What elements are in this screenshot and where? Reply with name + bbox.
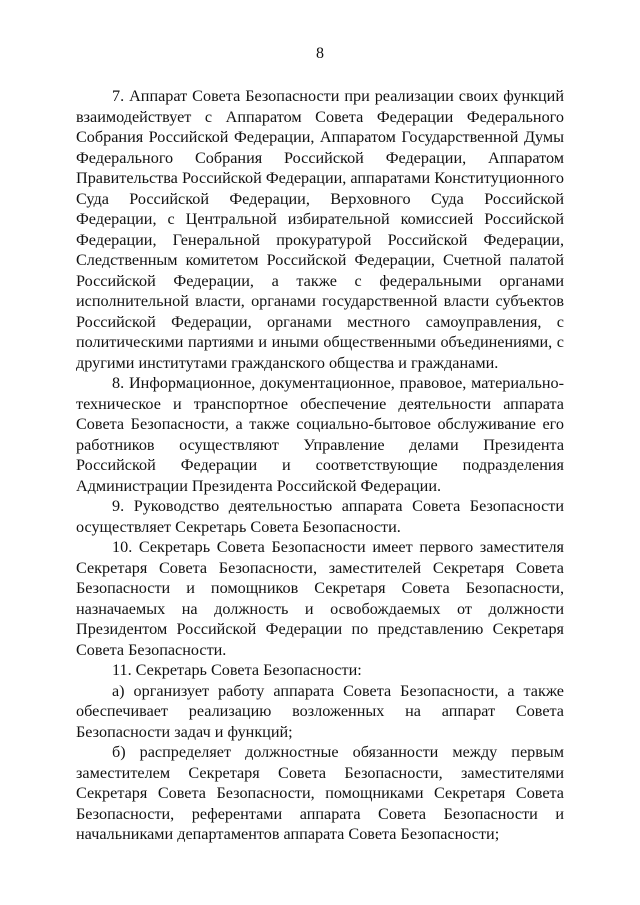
paragraph-9-leadership: 9. Руководство деятельностью аппарата Совета Безопасности осуществляет Секретарь Совета Безопасности. [76,497,564,536]
paragraph-11-heading: 11. Секретарь Совета Безопасности: [112,661,362,679]
paragraph-8-support: 8. Информационное, документационное, правовое, материально-техническое и транспортное обеспечение деятельности аппарата Совета Безопасности, а также социально-бытовое обслуживание его работников осуществляют Управление делами Президента Российской Федерации и соответствующие подразделения Администрации Президента Российской Федерации. [76,374,564,495]
paragraph-7-interaction: 7. Аппарат Совета Безопасности при реализации своих функций взаимодействует с Аппаратом Совета Федерации Федерального Собрания Российской Федерации, Аппаратом Государственной Думы Федерального Собрания Российской Федерации, Аппаратом Правительства Российской Федерации, аппаратами Конституционного Суда Российской Федерации, Верховного Суда Российской Федерации, с Центральной избирательной комиссией Российской Федерации, Генеральной прокуратурой Российской Федерации, Следственным комитетом Российской Федерации, Счетной палатой Российской Федерации, а также с федеральными органами исполнительной власти, органами государственной власти субъектов Российской Федерации, органами местного самоуправления, с политическими партиями и иными общественными объединениями, с другими институтами гражданского общества и гражданами. [76,87,564,372]
page-number: 8 [316,45,324,62]
paragraph-11-item-a: а) организует работу аппарата Совета Безопасности, а также обеспечивает реализацию возложенных на аппарат Совета Безопасности задач и функций; [76,681,564,741]
document-body [76,86,564,845]
paragraph-10-deputies: 10. Секретарь Совета Безопасности имеет первого заместителя Секретаря Совета Безопасности, заместителей Секретаря Совета Безопасности и помощников Секретаря Совета Безопасности, назначаемых на должность и освобождаемых от должности Президентом Российской Федерации по представлению Секретаря Совета Безопасности. [76,538,564,659]
paragraph-11-item-b: б) распределяет должностные обязанности между первым заместителем Секретаря Совета Безопасности, заместителями Секретаря Совета Безопасности, помощниками Секретаря Совета Безопасности, референтами аппарата Совета Безопасности и начальниками департаментов аппарата Совета Безопасности; [76,743,564,843]
